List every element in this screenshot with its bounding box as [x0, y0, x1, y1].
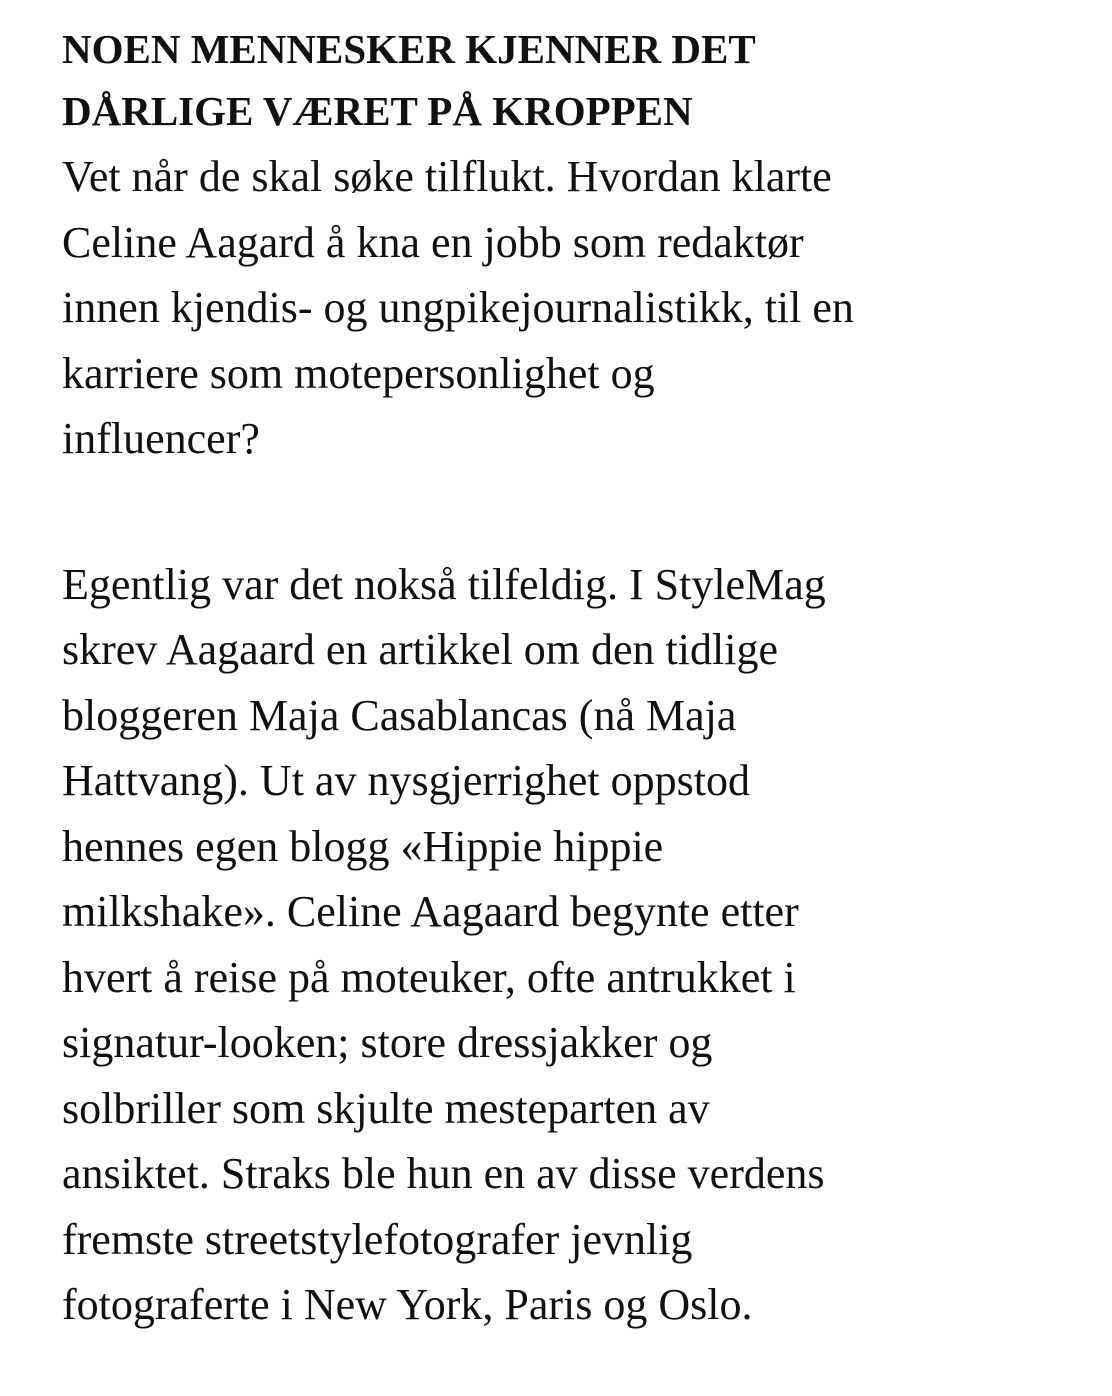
text-line: innen kjendis- og ungpikejournalistikk, til en — [62, 283, 854, 332]
article — [62, 18, 1092, 1338]
text-line: milkshake». Celine Aagaard begynte etter — [62, 887, 799, 936]
text-line: Vet når de skal søke tilflukt. Hvordan klarte — [62, 152, 832, 201]
text-line: hvert å reise på moteuker, ofte antrukket i — [62, 952, 796, 1002]
text-line: solbriller som skjulte mesteparten av — [62, 1083, 710, 1133]
text-line: bloggeren Maja Casablancas (nå Maja — [62, 690, 737, 740]
text-line: skrev Aagaard en artikkel om den tidlige — [62, 625, 778, 674]
text-line: Egentlig var det nokså tilfeldig. I StyleMag — [62, 559, 826, 609]
body-paragraph — [62, 552, 1092, 1338]
text-line: Celine Aagard å kna en jobb som redaktør — [62, 217, 804, 267]
text-line: hennes egen blogg «Hippie hippie — [62, 821, 664, 871]
text-line: signatur-looken; store dressjakker og — [62, 1018, 713, 1067]
article-heading — [62, 18, 1092, 142]
intro-paragraph — [62, 144, 1092, 472]
text-line: fremste streetstylefotografer jevnlig — [62, 1214, 693, 1264]
heading-line: DÅRLIGE VÆRET PÅ KROPPEN — [62, 88, 693, 134]
text-line: ansiktet. Straks ble hun en av disse verdens — [62, 1149, 825, 1198]
text-line: karriere som motepersonlighet og — [62, 348, 655, 398]
heading-line: NOEN MENNESKER KJENNER DET — [62, 26, 756, 72]
text-line: influencer? — [62, 414, 260, 463]
text-line: Hattvang). Ut av nysgjerrighet oppstod — [62, 756, 750, 805]
text-line: fotograferte i New York, Paris og Oslo. — [62, 1280, 753, 1329]
